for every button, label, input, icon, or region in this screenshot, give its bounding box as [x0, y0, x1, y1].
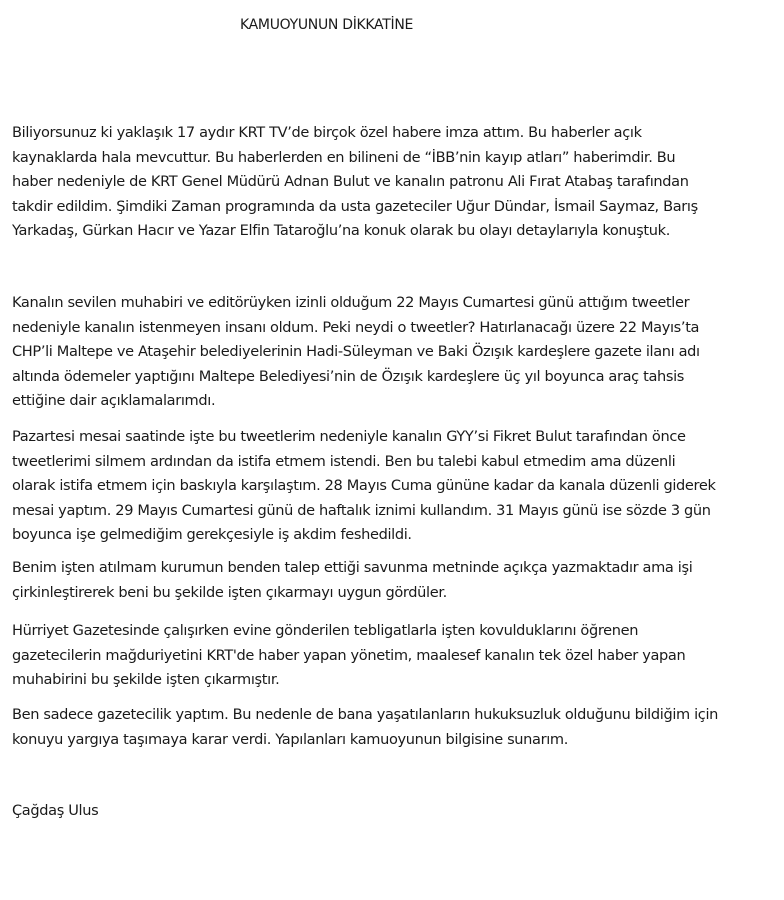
text-line: Hürriyet Gazetesinde çalışırken evine gönderilen tebligatlarla işten kovulduklarını öğrenen — [12, 622, 639, 639]
text-line: takdir edildim. Şimdiki Zaman programında da usta gazeteciler Uğur Dündar, İsmail Saymaz, Barış — [12, 197, 698, 215]
text-line: boyunca işe gelmediğim gerekçesiyle iş akdim feshedildi. — [12, 526, 412, 543]
text-line: muhabirini bu şekilde işten çıkarmıştır. — [12, 671, 280, 688]
document-title: KAMUOYUNUN DİKKATİNE — [240, 17, 414, 33]
text-line: çirkinleştirerek beni bu şekilde işten çıkarmayı uygun gördüler. — [12, 583, 447, 601]
text-line: CHP’li Maltepe ve Ataşehir belediyelerinin Hadi-Süleyman ve Baki Özışık kardeşlere gazete ilanı adı — [12, 343, 700, 360]
signature-block — [12, 799, 782, 824]
text-line: Kanalın sevilen muhabiri ve editörüyken izinli olduğum 22 Mayıs Cumartesi günü attığım tweetler — [12, 294, 690, 311]
text-line: Ben sadece gazetecilik yaptım. Bu nedenle de bana yaşatılanların hukuksuzluk olduğunu bildiğim için — [12, 706, 719, 723]
text-line: olarak istifa etmem için baskıyla karşılaştım. 28 Mayıs Cuma gününe kadar da kanala düzenli giderek — [12, 477, 716, 494]
text-line: Biliyorsunuz ki yaklaşık 17 aydır KRT TV’de birçok özel habere imza attım. Bu haberler açık — [12, 124, 642, 141]
paragraph-6 — [12, 703, 782, 752]
text-line: konuyu yargıya taşımaya karar verdi. Yapılanları kamuoyunun bilgisine sunarım. — [12, 730, 569, 748]
text-line: ettiğine dair açıklamalarımdı. — [12, 392, 216, 409]
text-line: Pazartesi mesai saatinde işte bu tweetlerim nedeniyle kanalın GYY’si Fikret Bulut tarafından önce — [12, 428, 686, 445]
text-line: haber nedeniyle de KRT Genel Müdürü Adnan Bulut ve kanalın patronu Ali Fırat Atabaş tarafından — [12, 173, 689, 190]
text-line: altında ödemeler yaptığını Maltepe Belediyesi’nin de Özışık kardeşlere üç yıl boyunca araç tahsis — [12, 367, 685, 385]
text-line: gazetecilerin mağduriyetini KRT'de haber yapan yönetim, maalesef kanalın tek özel haber yapan — [12, 646, 686, 664]
text-line: nedeniyle kanalın istenmeyen insanı oldum. Peki neydi o tweetler? Hatırlanacağı üzere 22 Mayıs’ta — [12, 318, 700, 336]
text-line: tweetlerimi silmem ardından da istifa etmem istendi. Ben bu talebi kabul etmedim ama düzenli — [12, 452, 676, 470]
text-line: mesai yaptım. 29 Mayıs Cumartesi günü de haftalık iznimi kullandım. 31 Mayıs günü ise sözde 3 gün — [12, 501, 711, 519]
paragraph-3 — [12, 425, 782, 548]
text-line: Yarkadaş, Gürkan Hacır ve Yazar Elfin Tataroğlu’na konuk olarak bu olayı detaylarıyla konuştuk. — [12, 222, 670, 239]
paragraph-5 — [12, 619, 782, 693]
paragraph-1 — [12, 121, 782, 244]
paragraph-4 — [12, 556, 782, 605]
text-line: Benim işten atılmam kurumun benden talep ettiği savunma metninde açıkça yazmaktadır ama işi — [12, 559, 693, 576]
text-line: kaynaklarda hala mevcuttur. Bu haberlerden en bilineni de “İBB’nin kayıp atları” haberimdir. Bu — [12, 148, 676, 166]
signature-name: Çağdaş Ulus — [12, 802, 99, 819]
paragraph-2 — [12, 291, 782, 414]
